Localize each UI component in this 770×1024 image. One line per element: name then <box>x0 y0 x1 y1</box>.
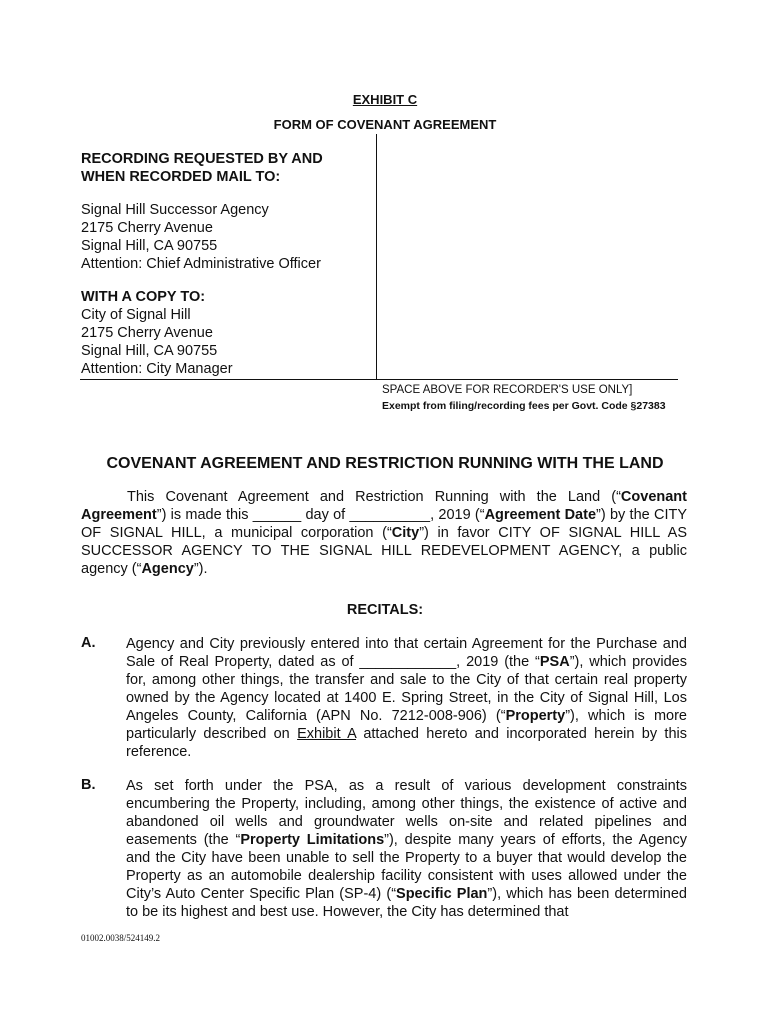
copy-address-line: City of Signal Hill <box>81 307 191 323</box>
copy-heading: WITH A COPY TO: <box>81 289 206 305</box>
copy-address-line: 2175 Cherry Avenue <box>81 325 213 341</box>
address-line: Attention: Chief Administrative Officer <box>81 256 321 272</box>
form-title: FORM OF COVENANT AGREEMENT <box>273 117 497 132</box>
address-line: Signal Hill Successor Agency <box>81 202 269 218</box>
recorder-box-horizontal-divider <box>80 379 678 380</box>
intro-paragraph: This Covenant Agreement and Restriction Running with the Land (“Covenant Agreement”) is made this ______ day of __________, 2019 (“Agreement Date”) by the CITY OF SIGNAL HILL, a municipal corporation (“City”) in favor CITY OF SIGNAL HILL AS SUCCESSOR AGENCY TO THE SIGNAL HILL REDEVELOPMENT AGENCY, a public agency (“Agency”). <box>81 489 687 577</box>
recital-a-text: Agency and City previously entered into that certain Agreement for the Purchase and Sale of Real Property, dated as of ____________, 2019 (the “PSA”), which provides for, among other things, the transfer and sale to the City of that certain real property owned by the Agency located at 1400 E. Spring Street, in the City of Signal Hill, Los Angeles County, California (APN No. 7212-008-906) (“Property”), which is more particularly described on Exhibit A attached hereto and incorporated herein by this reference. <box>126 636 687 760</box>
recorder-box-vertical-divider <box>376 134 377 380</box>
address-line: Signal Hill, CA 90755 <box>81 238 218 254</box>
exhibit-a-reference: Exhibit A <box>297 726 356 742</box>
copy-address-line: Attention: City Manager <box>81 361 233 377</box>
recorder-space-note: SPACE ABOVE FOR RECORDER'S USE ONLY] <box>382 384 633 396</box>
address-line: 2175 Cherry Avenue <box>81 220 213 236</box>
exhibit-title: EXHIBIT C <box>352 92 418 107</box>
recording-heading-line1: RECORDING REQUESTED BY AND <box>81 151 323 167</box>
agreement-title: COVENANT AGREEMENT AND RESTRICTION RUNNING WITH THE LAND <box>106 455 664 472</box>
recital-a-letter: A. <box>81 635 96 651</box>
copy-address-line: Signal Hill, CA 90755 <box>81 343 218 359</box>
recording-block <box>81 150 371 378</box>
recording-heading-line2: WHEN RECORDED MAIL TO: <box>81 169 281 185</box>
recitals-heading: RECITALS: <box>346 602 424 618</box>
recital-b-letter: B. <box>81 777 96 793</box>
document-footer-code: 01002.0038/524149.2 <box>81 933 161 943</box>
fee-exempt-note: Exempt from filing/recording fees per Govt. Code §27383 <box>382 400 666 412</box>
recital-b-text: As set forth under the PSA, as a result of various development constraints encumbering the Property, including, among other things, the existence of active and abandoned oil wells and groundwater wells on-site and related pipelines and easements (the “Property Limitations”), despite many years of efforts, the Agency and the City have been unable to sell the Property to a buyer that would develop the Property as an automobile dealership facility consistent with uses allowed under the City’s Auto Center Specific Plan (SP-4) (“Specific Plan”), which has been determined to be its highest and best use. However, the City has determined that <box>126 778 687 920</box>
mail-to-address <box>81 201 371 273</box>
copy-to-block <box>81 288 371 378</box>
